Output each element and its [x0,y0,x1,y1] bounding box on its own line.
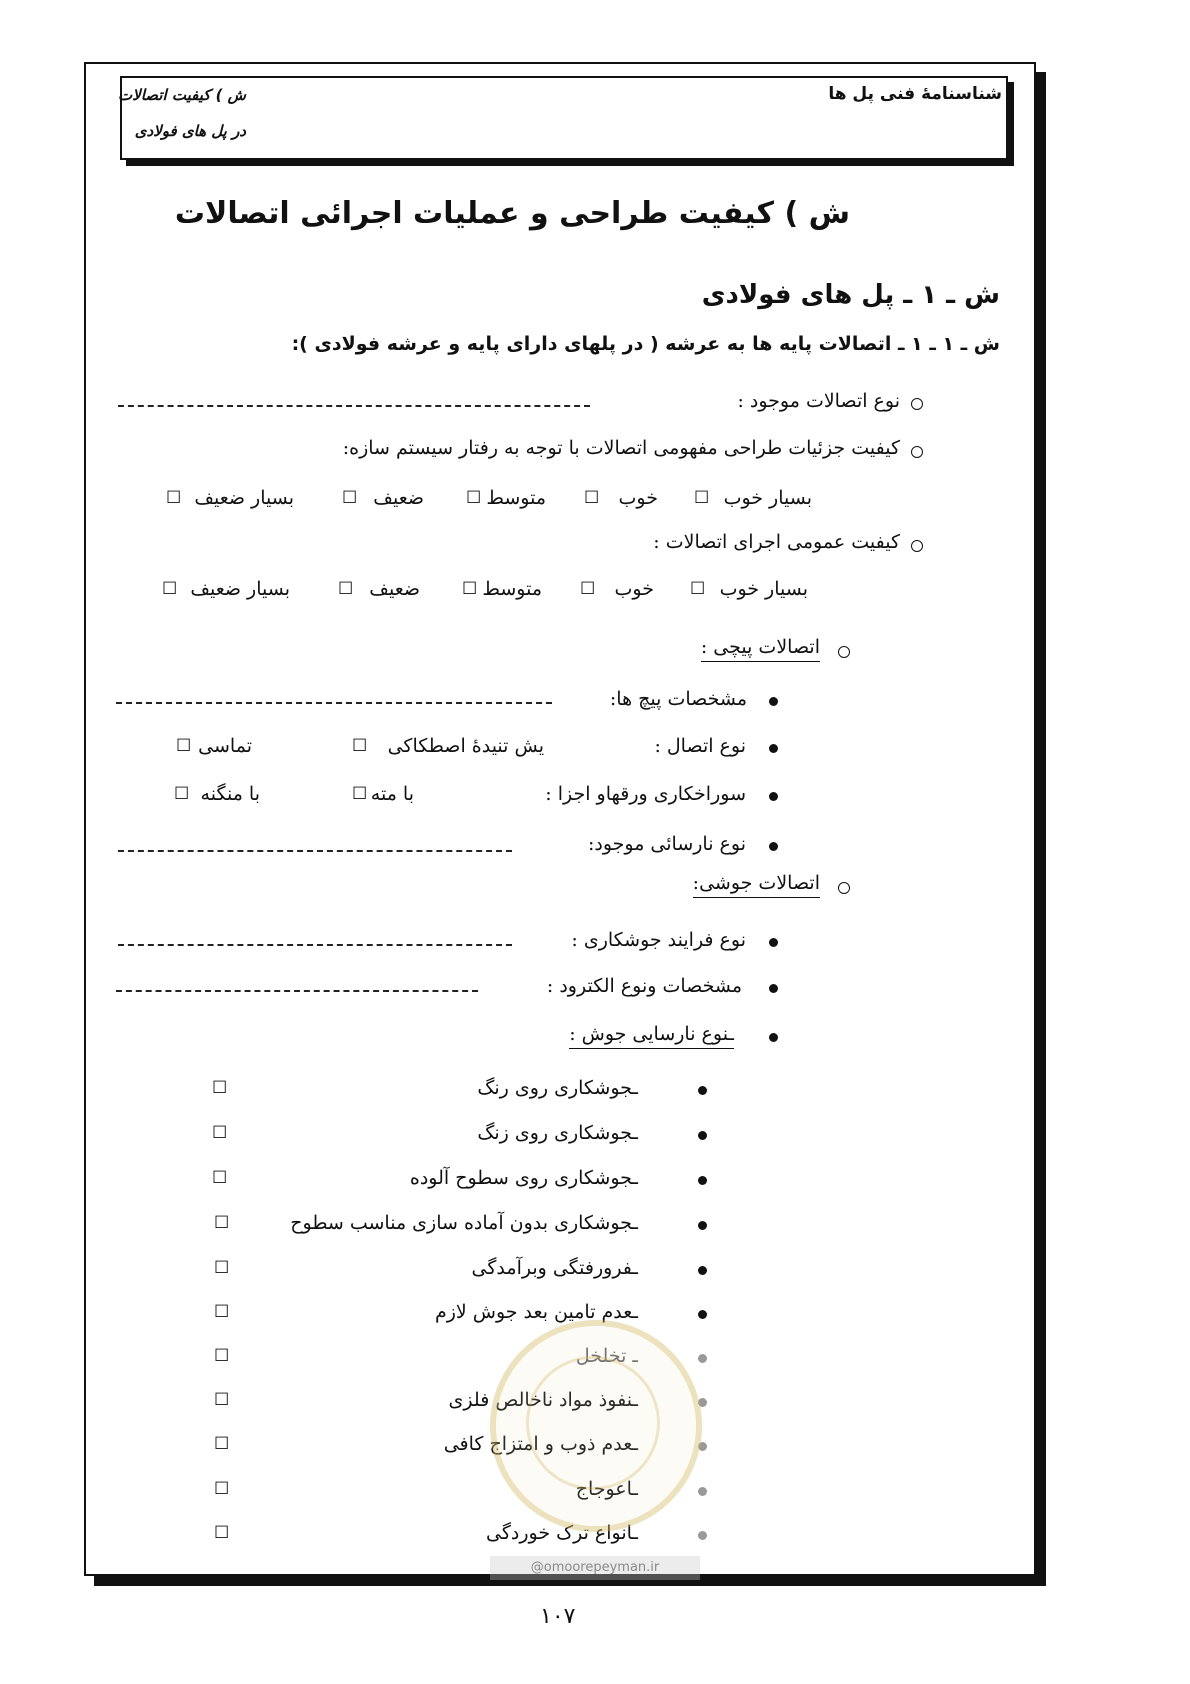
weld-defect-checkbox[interactable]: ☐ [214,1434,230,1454]
weld-defect-item: ـجوشکاری روی زنگ [477,1122,638,1144]
weld-defect-item: ـفرورفتگی وبرآمدگی [471,1257,638,1279]
circle-bullet [838,882,850,894]
bullet-dot [698,1310,707,1319]
main-title: ش ) کیفیت طراحی و عملیات اجرائی اتصالات [174,196,850,231]
bullet-dot [698,1354,707,1363]
checkbox-friction[interactable]: ☐ [352,736,368,756]
bolt-defect-fill-line[interactable] [118,850,512,852]
weld-defect-item: ـجوشکاری روی رنگ [477,1077,638,1099]
weld-defect-item: ـعدم تامین بعد جوش لازم [434,1301,638,1323]
checkbox-good[interactable]: ☐ [584,488,600,508]
checkbox-weak[interactable]: ☐ [342,488,358,508]
weld-defect-item: ـانواع ترک خوردگی [485,1522,638,1544]
circle-bullet [911,540,923,552]
weld-defect-checkbox[interactable]: ☐ [214,1213,230,1233]
bullet-dot [769,1033,778,1042]
connection-type-label: نوع اتصال : [654,735,746,757]
rating-very-good: بسیار خوب [719,578,808,600]
page-number: ۱۰۷ [540,1604,576,1629]
rating-good: خوب [614,578,654,600]
option-punch: با منگنه [200,783,260,805]
weld-defect-item: ـجوشکاری بدون آماده سازی مناسب سطوح [290,1212,638,1234]
electrode-fill-line[interactable] [116,990,478,992]
bullet-dot [698,1131,707,1140]
checkbox-medium[interactable]: ☐ [466,488,482,508]
checkbox-punch[interactable]: ☐ [174,784,190,804]
bolt-specs-fill-line[interactable] [116,702,552,704]
weld-defect-checkbox[interactable]: ☐ [212,1168,228,1188]
existing-type-label: نوع اتصالات موجود : [737,390,900,412]
rating-weak: ضعیف [369,578,420,600]
rating-very-weak: بسیار ضعیف [194,487,294,509]
option-drill: با مته [370,783,414,805]
rating-very-weak: بسیار ضعیف [190,578,290,600]
section-tag-line1: ش ) کیفیت اتصالات [118,86,246,104]
rating-medium: متوسط [486,487,546,509]
checkbox-good[interactable]: ☐ [580,579,596,599]
weld-defect-item: ـعدم ذوب و امتزاج کافی [443,1433,638,1455]
circle-bullet [911,398,923,410]
weld-defect-title: ـنوع نارسایی جوش : [569,1023,734,1049]
weld-defect-checkbox[interactable]: ☐ [214,1523,230,1543]
book-title: شناسنامۀ فنی پل ها [828,84,1002,104]
bullet-dot [698,1531,707,1540]
circle-bullet [838,646,850,658]
bullet-dot [769,984,778,993]
watermark-seal-icon [490,1320,702,1532]
option-bearing: تماسی [198,735,252,757]
bullet-dot [698,1266,707,1275]
weld-defect-checkbox[interactable]: ☐ [214,1258,230,1278]
circle-bullet [911,446,923,458]
existing-type-fill-line[interactable] [118,405,590,407]
weld-defect-checkbox[interactable]: ☐ [214,1390,230,1410]
option-friction: یش تنیدۀ اصطکاکی [387,735,544,757]
bullet-dot [769,842,778,851]
rating-very-good: بسیار خوب [723,487,812,509]
design-quality-label: کیفیت جزئیات طراحی مفهومی اتصالات با توجه به رفتار سیستم سازه: [342,437,900,459]
bullet-dot [698,1487,707,1496]
checkbox-drill[interactable]: ☐ [352,784,368,804]
rating-good: خوب [618,487,658,509]
bullet-dot [769,744,778,753]
weld-defect-checkbox[interactable]: ☐ [212,1078,228,1098]
drilling-label: سوراخکاری ورقهاو اجزا : [545,783,746,805]
weld-process-fill-line[interactable] [118,944,512,946]
weld-defect-checkbox[interactable]: ☐ [212,1123,228,1143]
section-title: ش ـ ۱ ـ پل های فولادی [701,280,1000,310]
subsection-title: ش ـ ۱ ـ ۱ ـ اتصالات پایه ها به عرشه ( در پلهای دارای پایه و عرشه فولادی ): [291,333,1000,355]
bullet-dot [698,1086,707,1095]
header-box [120,76,1008,160]
checkbox-very-weak[interactable]: ☐ [166,488,182,508]
bullet-dot [698,1176,707,1185]
weld-defect-checkbox[interactable]: ☐ [214,1302,230,1322]
weld-defect-checkbox[interactable]: ☐ [214,1479,230,1499]
weld-defect-item: ـجوشکاری روی سطوح آلوده [409,1167,638,1189]
weld-defect-item: ـ تخلخل [575,1345,638,1367]
execution-quality-label: کیفیت عمومی اجرای اتصالات : [653,531,900,553]
bolt-defect-label: نوع نارسائی موجود: [587,833,746,855]
checkbox-very-good[interactable]: ☐ [690,579,706,599]
bullet-dot [769,792,778,801]
checkbox-weak[interactable]: ☐ [338,579,354,599]
bolted-title: اتصالات پیچی : [701,636,820,662]
bolt-specs-label: مشخصات پیچ ها: [609,688,747,710]
checkbox-very-weak[interactable]: ☐ [162,579,178,599]
checkbox-medium[interactable]: ☐ [462,579,478,599]
welded-title: اتصالات جوشی: [693,872,820,898]
checkbox-very-good[interactable]: ☐ [694,488,710,508]
electrode-label: مشخصات ونوع الکترود : [546,975,742,997]
bullet-dot [698,1221,707,1230]
weld-process-label: نوع فرایند جوشکاری : [571,929,746,951]
weld-defect-checkbox[interactable]: ☐ [214,1346,230,1366]
bullet-dot [769,697,778,706]
section-tag-line2: در پل های فولادی [134,122,246,140]
weld-defect-item: ـاعوجاج [575,1478,638,1500]
watermark-url: @omoorepeyman.ir [490,1556,700,1580]
weld-defect-item: ـنفوذ مواد ناخالص فلزی [448,1389,638,1411]
rating-medium: متوسط [482,578,542,600]
checkbox-bearing[interactable]: ☐ [176,736,192,756]
rating-weak: ضعیف [373,487,424,509]
bullet-dot [769,938,778,947]
